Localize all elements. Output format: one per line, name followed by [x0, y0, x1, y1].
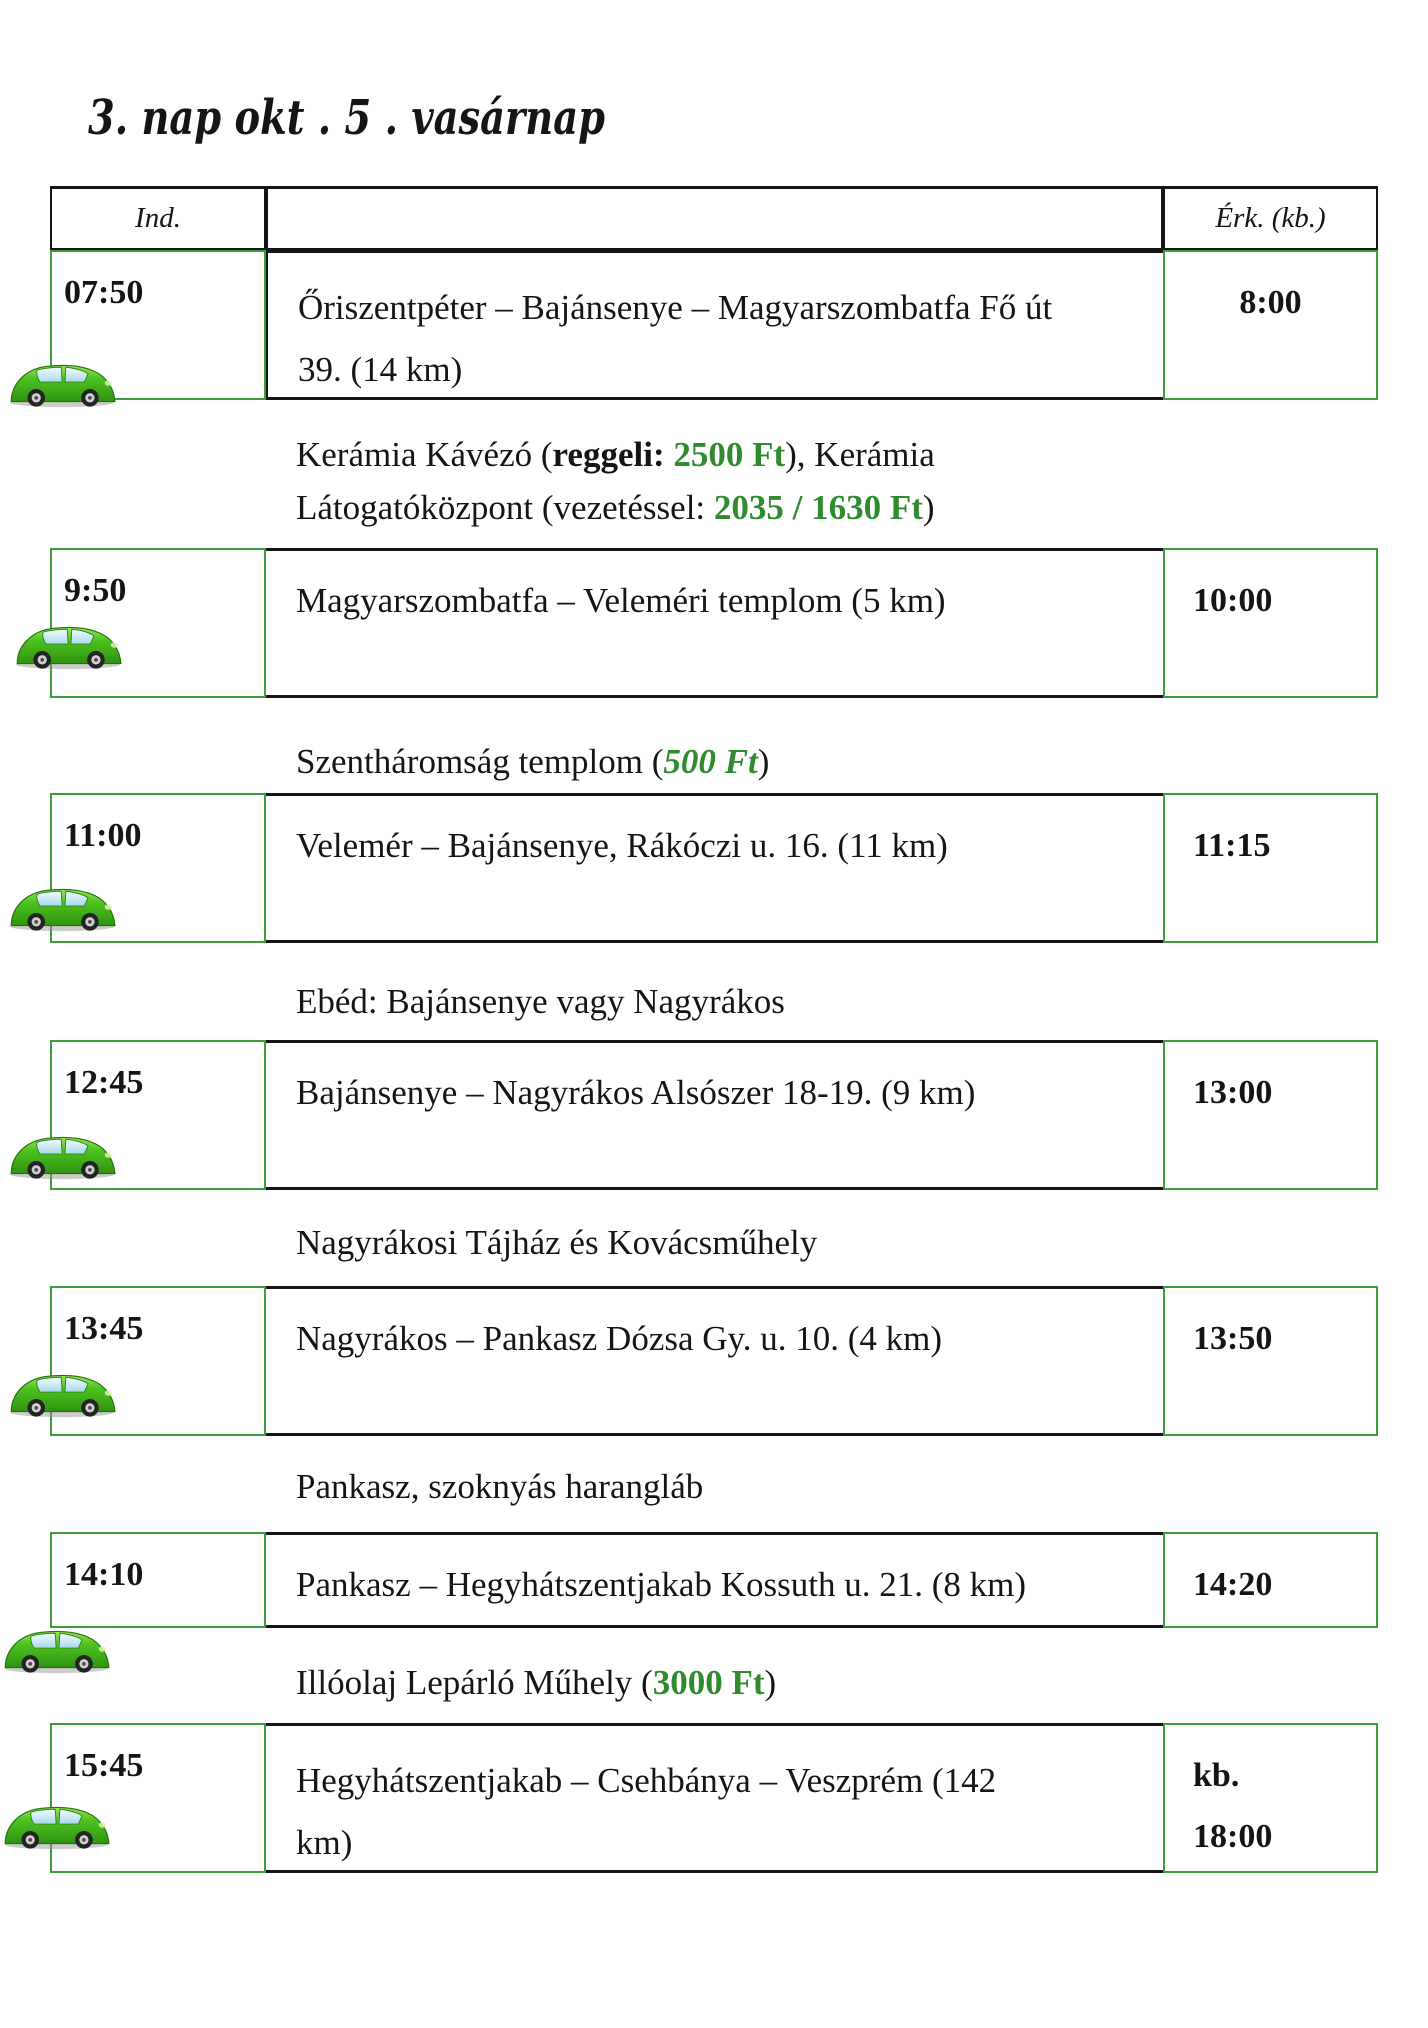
route-description [266, 1040, 1163, 1190]
note-after-row-5 [296, 1460, 703, 1513]
car-icon [8, 358, 120, 408]
arrival-time: 13:50 [1163, 1286, 1378, 1436]
note-price: 500 Ft [663, 742, 758, 781]
note-text: ), Kerámia Látogatóközpont (vezetéssel: [296, 435, 935, 528]
route-description [266, 250, 1163, 400]
route-text: Magyarszombatfa – Veleméri templom (5 km) [296, 581, 946, 620]
route-text: Velemér – Bajánsenye, Rákóczi u. 16. (11 km) [296, 826, 948, 865]
departure-time: 15:45 [50, 1723, 266, 1873]
note-after-row-6 [296, 1656, 776, 1709]
route-text: Hegyhátszentjakab – Csehbánya – Veszprém (142 km) [296, 1761, 997, 1863]
note-after-row-1 [296, 428, 1016, 534]
arrival-time: 8:00 [1163, 250, 1378, 400]
route-description [266, 1723, 1163, 1873]
departure-time: 14:10 [50, 1532, 266, 1628]
departure-time: 12:45 [50, 1040, 266, 1190]
note-text: ) [922, 488, 935, 528]
car-icon [8, 1130, 120, 1180]
page-title: 3. nap okt . 5 . vasárnap [88, 90, 605, 146]
arrival-time: 10:00 [1163, 548, 1378, 698]
arrival-time [1163, 1723, 1378, 1873]
note-text: Szentháromság templom ( [296, 742, 664, 781]
car-icon [8, 1368, 120, 1418]
departure-time: 13:45 [50, 1286, 266, 1436]
note-after-row-4 [296, 1216, 817, 1269]
car-icon [2, 1624, 114, 1674]
route-description [266, 1286, 1163, 1436]
note-price: 2035 / 1630 Ft [713, 488, 923, 528]
departure-time: 9:50 [50, 548, 266, 698]
note-bold-label: reggeli: [552, 435, 665, 474]
route-text: Őriszentpéter – Bajánsenye – Magyarszombatfa Fő út 39. (14 km) [298, 288, 1053, 390]
departure-time: 11:00 [50, 793, 266, 943]
note-text: Ebéd: Bajánsenye vagy Nagyrákos [296, 982, 785, 1021]
note-text: Illóolaj Lepárló Műhely ( [296, 1663, 653, 1702]
note-price: 3000 Ft [652, 1663, 765, 1702]
route-text: Nagyrákos – Pankasz Dózsa Gy. u. 10. (4 km) [296, 1319, 943, 1358]
arrival-approx-label: kb. [1193, 1757, 1240, 1794]
arrival-time: 11:15 [1163, 793, 1378, 943]
route-description [266, 548, 1163, 698]
route-description [266, 793, 1163, 943]
header-departure: Ind. [50, 186, 266, 250]
arrival-time-value: 18:00 [1193, 1818, 1273, 1856]
arrival-time: 13:00 [1163, 1040, 1378, 1190]
note-price: 2500 Ft [664, 435, 786, 474]
departure-time: 07:50 [50, 250, 266, 400]
note-after-row-3 [296, 975, 785, 1028]
header-route [266, 186, 1163, 250]
note-text: ) [757, 742, 770, 781]
arrival-time: 14:20 [1163, 1532, 1378, 1628]
note-text: ) [764, 1663, 777, 1702]
route-description [266, 1532, 1163, 1628]
note-after-row-2 [296, 735, 769, 788]
car-icon [8, 882, 120, 932]
note-text: Kerámia Kávézó ( [296, 435, 553, 474]
header-arrival: Érk. (kb.) [1163, 186, 1378, 250]
route-text: Pankasz – Hegyhátszentjakab Kossuth u. 21. (8 km) [296, 1565, 1026, 1604]
note-text: Pankasz, szoknyás harangláb [296, 1467, 704, 1506]
car-icon [14, 620, 126, 670]
route-text: Bajánsenye – Nagyrákos Alsószer 18-19. (9 km) [296, 1073, 976, 1112]
note-text: Nagyrákosi Tájház és Kovácsműhely [296, 1223, 818, 1262]
car-icon [2, 1800, 114, 1850]
